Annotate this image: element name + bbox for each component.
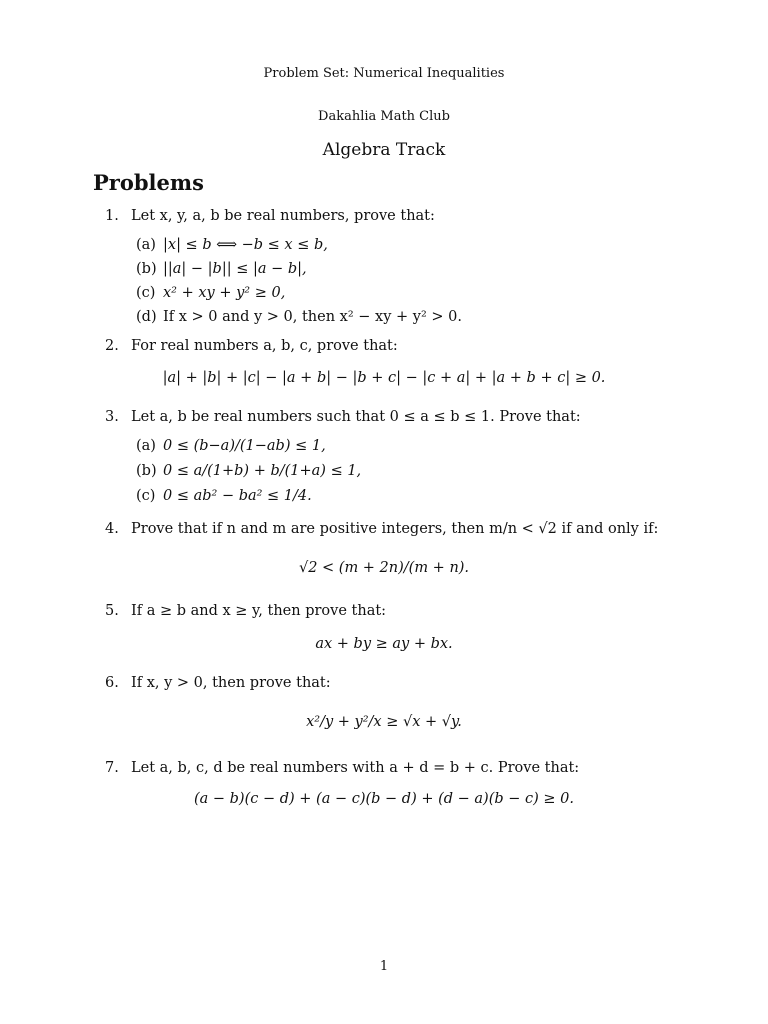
problem-1a [136,237,328,253]
problem-7-number: 7. [105,760,119,776]
problem-3b [136,463,361,479]
problem-5-display: ax + by ≥ ay + bx. [315,636,453,652]
problem-4-display: √2 < (m + 2n)/(m + n). [298,560,470,576]
problem-4-intro: Prove that if n and m are positive integers, then m/n < √2 if and only if: [131,521,659,537]
problem-1d [136,309,462,325]
problem-1-number: 1. [105,208,119,224]
problem-3c [136,488,312,504]
problem-1-intro: Let x, y, a, b be real numbers, prove that: [131,208,435,224]
part-label: (d) [136,309,157,325]
problem-7-display: (a − b)(c − d) + (a − c)(b − d) + (d − a)(b − c) ≥ 0. [193,791,575,807]
part-text: 0 ≤ (b−a)/(1−ab) ≤ 1, [163,438,326,454]
part-text: ||a| − |b|| ≤ |a − b|, [163,261,307,277]
part-label: (c) [136,488,156,504]
doc-title: Problem Set: Numerical Inequalities [263,66,505,81]
track-name: Algebra Track [322,140,446,160]
part-label: (a) [136,237,156,253]
part-text: 0 ≤ ab² − ba² ≤ 1/4. [163,488,312,504]
problem-5-number: 5. [105,603,119,619]
part-label: (c) [136,285,156,301]
problem-2-display: |a| + |b| + |c| − |a + b| − |b + c| − |c + a| + |a + b + c| ≥ 0. [162,370,606,386]
problem-7-intro: Let a, b, c, d be real numbers with a + d = b + c. Prove that: [131,760,580,776]
part-label: (b) [136,463,157,479]
problem-5-intro: If a ≥ b and x ≥ y, then prove that: [131,603,387,619]
problem-1c [136,285,285,301]
problem-3a [136,438,326,454]
problem-3-number: 3. [105,409,119,425]
part-text: |x| ≤ b ⟺ −b ≤ x ≤ b, [163,237,328,253]
problem-6-number: 6. [105,675,119,691]
problem-3-intro: Let a, b be real numbers such that 0 ≤ a ≤ b ≤ 1. Prove that: [131,409,581,425]
part-label: (b) [136,261,157,277]
club-name: Dakahlia Math Club [318,109,450,124]
part-text: x² + xy + y² ≥ 0, [163,285,286,301]
problem-4-number: 4. [105,521,119,537]
page-number: 1 [379,959,389,974]
problem-6-display: x²/y + y²/x ≥ √x + √y. [306,714,462,730]
part-text: If x > 0 and y > 0, then x² − xy + y² > 0. [163,309,462,325]
part-text: 0 ≤ a/(1+b) + b/(1+a) ≤ 1, [163,463,362,479]
problem-2-number: 2. [105,338,119,354]
problem-1b [136,261,307,277]
part-label: (a) [136,438,156,454]
problem-6-intro: If x, y > 0, then prove that: [131,675,331,691]
problem-2-intro: For real numbers a, b, c, prove that: [131,338,398,354]
section-title: Problems [93,170,204,195]
